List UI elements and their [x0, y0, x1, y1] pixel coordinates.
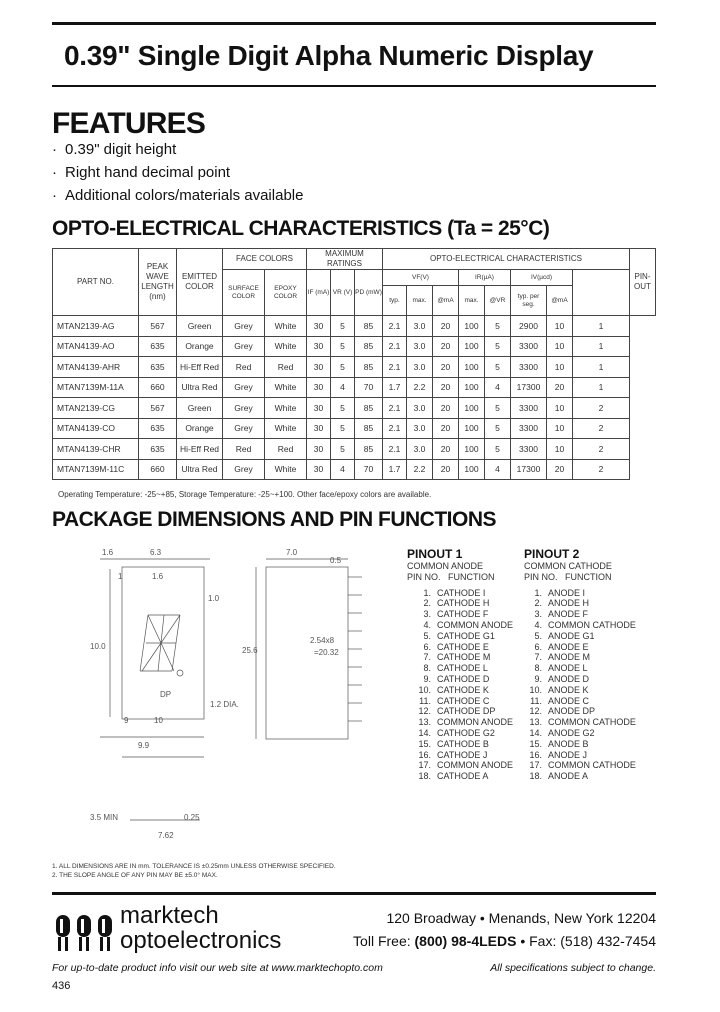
col-part-no: PART NO.: [53, 249, 139, 316]
col-surface: SURFACE COLOR: [223, 270, 265, 316]
table-row: [53, 336, 656, 357]
table-cell: MTAN7139M-11C: [53, 459, 139, 480]
pinout-2-columns: PIN NO. FUNCTION: [524, 571, 612, 582]
table-cell: Red: [265, 357, 307, 378]
dim-label: 1: [118, 572, 123, 581]
pin-row: 9. CATHODE D: [423, 673, 490, 684]
table-cell: 100: [459, 418, 485, 439]
pinout-1-list: [407, 588, 513, 782]
table-cell: Red: [265, 439, 307, 460]
table-cell: 30: [307, 459, 331, 480]
table-row: [53, 398, 656, 419]
pinout-1-title: PINOUT 1: [407, 547, 463, 561]
pin-row: 1. CATHODE I: [423, 587, 486, 598]
dim-label: 10.0: [90, 642, 106, 651]
table-cell: 30: [307, 418, 331, 439]
dim-label: 0.5: [330, 556, 342, 565]
table-cell: White: [265, 336, 307, 357]
table-cell: 5: [485, 398, 511, 419]
dim-label: 9.9: [138, 741, 150, 750]
table-cell: 660: [139, 459, 177, 480]
table-row: [53, 459, 656, 480]
dim-label: 2.54x8: [310, 636, 335, 645]
dim-label: DP: [160, 690, 172, 699]
dim-label: =20.32: [314, 648, 339, 657]
table-cell: 3300: [511, 398, 547, 419]
pin-row: 18. CATHODE A: [418, 771, 489, 782]
pin-row: 8. CATHODE L: [423, 663, 488, 674]
table-cell: MTAN4139-AHR: [53, 357, 139, 378]
dim-label: 10: [154, 716, 163, 725]
dim-label: 6.3: [150, 548, 162, 557]
table-cell: 10: [547, 336, 573, 357]
pin-row: 3. ANODE F: [534, 609, 589, 620]
pin-lines: [348, 577, 362, 721]
pin-row: 6. CATHODE E: [423, 641, 489, 652]
table-cell: 3300: [511, 418, 547, 439]
table-cell: 4: [485, 459, 511, 480]
table-cell: 5: [485, 439, 511, 460]
pin-row: 9. ANODE D: [534, 673, 590, 684]
table-cell: 635: [139, 418, 177, 439]
col-epoxy: EPOXY COLOR: [265, 270, 307, 316]
pin-row: 17. COMMON CATHODE: [529, 760, 636, 771]
table-cell: MTAN4139-CO: [53, 418, 139, 439]
table-cell: White: [265, 377, 307, 398]
table-cell: 85: [355, 336, 383, 357]
table-cell: 4: [485, 377, 511, 398]
table-cell: 100: [459, 316, 485, 337]
table-cell: 100: [459, 377, 485, 398]
pin-row: 5. CATHODE G1: [423, 630, 495, 641]
pin-row: 3. CATHODE F: [423, 609, 489, 620]
pin-row: 13. COMMON ANODE: [418, 717, 514, 728]
table-cell: Ultra Red: [177, 377, 223, 398]
feature-item: · Right hand decimal point: [52, 164, 231, 181]
table-cell: 85: [355, 418, 383, 439]
table-cell: 2.1: [383, 357, 407, 378]
table-cell: Grey: [223, 336, 265, 357]
table-cell: 567: [139, 316, 177, 337]
table-cell: 100: [459, 459, 485, 480]
table-cell: 20: [433, 377, 459, 398]
pinout-1: [407, 547, 513, 782]
table-cell: 85: [355, 439, 383, 460]
table-cell: 3.0: [407, 398, 433, 419]
col-ir-max: max.: [459, 286, 485, 316]
pin-row: 1. ANODE I: [534, 587, 586, 598]
table-cell: 20: [433, 398, 459, 419]
table-cell: 20: [547, 377, 573, 398]
package-drawing: [90, 545, 400, 845]
table-cell: 3.0: [407, 418, 433, 439]
pin-row: 4. COMMON CATHODE: [534, 619, 636, 630]
table-cell: 20: [433, 316, 459, 337]
dim-label: 7.62: [158, 831, 174, 840]
table-cell: 3.0: [407, 439, 433, 460]
table-cell: 5: [485, 418, 511, 439]
pin-row: 2. ANODE H: [534, 598, 590, 609]
table-cell: 30: [307, 398, 331, 419]
col-vr: VR (V): [331, 270, 355, 316]
col-iv: IV(µcd): [511, 270, 573, 286]
table-cell: 5: [331, 398, 355, 419]
dim-label: 3.5 MIN: [90, 813, 119, 822]
table-cell: 30: [307, 357, 331, 378]
table-cell: 2: [573, 439, 630, 460]
table-cell: 1.7: [383, 377, 407, 398]
col-iv-typ: typ. per seg.: [511, 286, 547, 316]
table-cell: 1: [573, 377, 630, 398]
marktech-logo-icon: [56, 905, 116, 951]
col-pd: PD (mW): [355, 270, 383, 316]
dim-label: 1.0: [208, 594, 220, 603]
pin-row: 5. ANODE G1: [534, 630, 595, 641]
dim-label: 9: [124, 716, 129, 725]
col-iv-ma: @mA: [547, 286, 573, 316]
table-cell: MTAN4139-CHR: [53, 439, 139, 460]
col-face-colors: FACE COLORS: [223, 249, 307, 270]
company-name: marktech optoelectronics: [120, 902, 282, 954]
pin-row: 7. CATHODE M: [423, 652, 491, 663]
page-number: 436: [52, 980, 71, 992]
pin-row: 6. ANODE E: [534, 641, 589, 652]
table-cell: 5: [331, 316, 355, 337]
table-cell: 3300: [511, 357, 547, 378]
disclaimer: All specifications subject to change.: [490, 962, 656, 974]
pin-row: 15. CATHODE B: [418, 738, 489, 749]
table-cell: Red: [223, 439, 265, 460]
table-cell: Grey: [223, 398, 265, 419]
pinout-2: [524, 547, 636, 782]
table-cell: 17300: [511, 377, 547, 398]
pinout-1-columns: PIN NO. FUNCTION: [407, 571, 495, 582]
top-rule: [52, 22, 656, 25]
dim-label: 1.2 DIA.: [210, 700, 239, 709]
col-opto: OPTO-ELECTRICAL CHARACTERISTICS: [383, 249, 630, 270]
table-cell: Grey: [223, 377, 265, 398]
table-cell: Ultra Red: [177, 459, 223, 480]
dim-label: 25.6: [242, 646, 258, 655]
pin-row: 11. CATHODE C: [419, 695, 490, 706]
table-cell: 5: [331, 418, 355, 439]
characteristics-table: [52, 248, 656, 480]
table-cell: 5: [485, 316, 511, 337]
table-cell: 2.1: [383, 418, 407, 439]
table-cell: 100: [459, 398, 485, 419]
table-cell: 100: [459, 439, 485, 460]
table-row: [53, 377, 656, 398]
col-vf-typ: typ.: [383, 286, 407, 316]
table-row: [53, 439, 656, 460]
table-cell: 5: [331, 439, 355, 460]
table-cell: 2.2: [407, 377, 433, 398]
table-cell: White: [265, 316, 307, 337]
table-cell: 2: [573, 398, 630, 419]
table-cell: 2.2: [407, 459, 433, 480]
table-cell: 30: [307, 377, 331, 398]
footnote: 1. ALL DIMENSIONS ARE IN mm. TOLERANCE IS ±0.25mm UNLESS OTHERWISE SPECIFIED.: [52, 863, 336, 870]
table-cell: White: [265, 459, 307, 480]
table-cell: 5: [485, 357, 511, 378]
col-vf-max: max.: [407, 286, 433, 316]
table-cell: 10: [547, 439, 573, 460]
table-cell: 17300: [511, 459, 547, 480]
table-cell: 2.1: [383, 439, 407, 460]
table-row: [53, 316, 656, 337]
pinout-2-title: PINOUT 2: [524, 547, 580, 561]
table-cell: Green: [177, 398, 223, 419]
footnote: 2. THE SLOPE ANGLE OF ANY PIN MAY BE ±5.0° MAX.: [52, 872, 218, 879]
table-cell: 5: [485, 336, 511, 357]
feature-item: · 0.39" digit height: [52, 141, 177, 158]
table-cell: 10: [547, 398, 573, 419]
dim-label: 7.0: [286, 548, 298, 557]
features-heading: FEATURES: [52, 107, 206, 140]
footer-rule: [52, 892, 656, 895]
table-cell: 635: [139, 336, 177, 357]
company-phone: Toll Free: (800) 98-4LEDS • Fax: (518) 432-7454: [353, 933, 656, 949]
table-cell: 85: [355, 357, 383, 378]
table-cell: 70: [355, 377, 383, 398]
table-cell: 660: [139, 377, 177, 398]
segment-outline: [140, 615, 180, 671]
pin-row: 10. CATHODE K: [418, 684, 489, 695]
dim-label: 1.6: [102, 548, 114, 557]
table-cell: Orange: [177, 336, 223, 357]
table-cell: 2.1: [383, 336, 407, 357]
table-cell: 70: [355, 459, 383, 480]
table-cell: White: [265, 418, 307, 439]
table-cell: 4: [331, 377, 355, 398]
table-cell: 85: [355, 398, 383, 419]
footnotes: [52, 862, 336, 880]
table-cell: 3300: [511, 439, 547, 460]
pin-row: 13. COMMON CATHODE: [529, 717, 636, 728]
col-emitted-color: EMITTED COLOR: [177, 249, 223, 316]
table-cell: 10: [547, 418, 573, 439]
table-cell: 3.0: [407, 357, 433, 378]
table-cell: 20: [433, 357, 459, 378]
col-peak-wave: PEAK WAVE LENGTH (nm): [139, 249, 177, 316]
pin-row: 10. ANODE K: [529, 684, 589, 695]
pinout-2-list: [524, 588, 636, 782]
table-cell: 20: [433, 336, 459, 357]
table-cell: 20: [547, 459, 573, 480]
table-cell: 1: [573, 336, 630, 357]
table-cell: 635: [139, 357, 177, 378]
table-cell: MTAN7139M-11A: [53, 377, 139, 398]
table-cell: 2: [573, 459, 630, 480]
pin-row: 12. ANODE DP: [529, 706, 596, 717]
pinout-1-subtitle: COMMON ANODE: [407, 561, 484, 571]
table-cell: 20: [433, 439, 459, 460]
page-title: 0.39" Single Digit Alpha Numeric Display: [64, 40, 594, 71]
col-vf-ma: @mA: [433, 286, 459, 316]
pin-row: 14. CATHODE G2: [418, 727, 495, 738]
table-cell: Hi-Eff Red: [177, 439, 223, 460]
table-cell: 3300: [511, 336, 547, 357]
characteristics-rows: [53, 316, 656, 480]
table-row: [53, 357, 656, 378]
table-cell: Grey: [223, 459, 265, 480]
pin-row: 4. COMMON ANODE: [423, 619, 514, 630]
col-pinout: PIN-OUT: [630, 249, 656, 316]
pin-row: 16. ANODE J: [529, 749, 588, 760]
pin-row: 12. CATHODE DP: [418, 706, 496, 717]
table-cell: 3.0: [407, 316, 433, 337]
pin-row: 14. ANODE G2: [529, 727, 595, 738]
pin-row: 8. ANODE L: [534, 663, 588, 674]
pin-row: 11. ANODE C: [530, 695, 590, 706]
title-underline: [52, 85, 656, 87]
pin-row: 18. ANODE A: [529, 771, 589, 782]
dim-label: 0.25: [184, 813, 200, 822]
company-address: 120 Broadway • Menands, New York 12204: [386, 910, 656, 926]
table-cell: 100: [459, 357, 485, 378]
col-vf: VF(V): [383, 270, 459, 286]
col-ir-vr: @VR: [485, 286, 511, 316]
table-cell: 30: [307, 336, 331, 357]
table-cell: 5: [331, 357, 355, 378]
col-ir: IR(µA): [459, 270, 511, 286]
pinout-2-subtitle: COMMON CATHODE: [524, 561, 612, 571]
col-if: IF (mA): [307, 270, 331, 316]
table-cell: 10: [547, 357, 573, 378]
table-cell: Hi-Eff Red: [177, 357, 223, 378]
table-cell: 1: [573, 316, 630, 337]
table-cell: 85: [355, 316, 383, 337]
table-cell: MTAN4139-AO: [53, 336, 139, 357]
table-cell: 10: [547, 316, 573, 337]
table-cell: 1: [573, 357, 630, 378]
table-row: [53, 418, 656, 439]
table-cell: 20: [433, 418, 459, 439]
pin-row: 16. CATHODE J: [418, 749, 488, 760]
pin-row: 15. ANODE B: [529, 738, 589, 749]
table-cell: Green: [177, 316, 223, 337]
table-cell: 2900: [511, 316, 547, 337]
table-cell: 30: [307, 439, 331, 460]
table-cell: MTAN2139-CG: [53, 398, 139, 419]
table-cell: Red: [223, 357, 265, 378]
decimal-point: [177, 670, 183, 676]
table-cell: 635: [139, 439, 177, 460]
dim-label: 1.6: [152, 572, 164, 581]
table-cell: 2.1: [383, 398, 407, 419]
table-cell: Grey: [223, 316, 265, 337]
table-cell: Orange: [177, 418, 223, 439]
table-cell: MTAN2139-AG: [53, 316, 139, 337]
feature-item: · Additional colors/materials available: [52, 187, 304, 204]
website-note: For up-to-date product info visit our web site at www.marktechopto.com: [52, 962, 383, 974]
operating-note: Operating Temperature: -25~+85, Storage Temperature: -25~+100. Other face/epoxy colors are available.: [58, 490, 432, 499]
table-cell: 5: [331, 336, 355, 357]
table-cell: Grey: [223, 418, 265, 439]
table-cell: 100: [459, 336, 485, 357]
col-max-ratings: MAXIMUM RATINGS: [307, 249, 383, 270]
table-cell: 1.7: [383, 459, 407, 480]
table-cell: White: [265, 398, 307, 419]
table-cell: 567: [139, 398, 177, 419]
characteristics-heading: OPTO-ELECTRICAL CHARACTERISTICS (Ta = 25°C): [52, 217, 550, 240]
pin-row: 17. COMMON ANODE: [418, 760, 514, 771]
table-cell: 2.1: [383, 316, 407, 337]
table-cell: 20: [433, 459, 459, 480]
pin-row: 7. ANODE M: [534, 652, 591, 663]
package-heading: PACKAGE DIMENSIONS AND PIN FUNCTIONS: [52, 508, 497, 531]
table-cell: 3.0: [407, 336, 433, 357]
pin-row: 2. CATHODE H: [423, 598, 490, 609]
table-cell: 30: [307, 316, 331, 337]
table-cell: 2: [573, 418, 630, 439]
table-cell: 4: [331, 459, 355, 480]
